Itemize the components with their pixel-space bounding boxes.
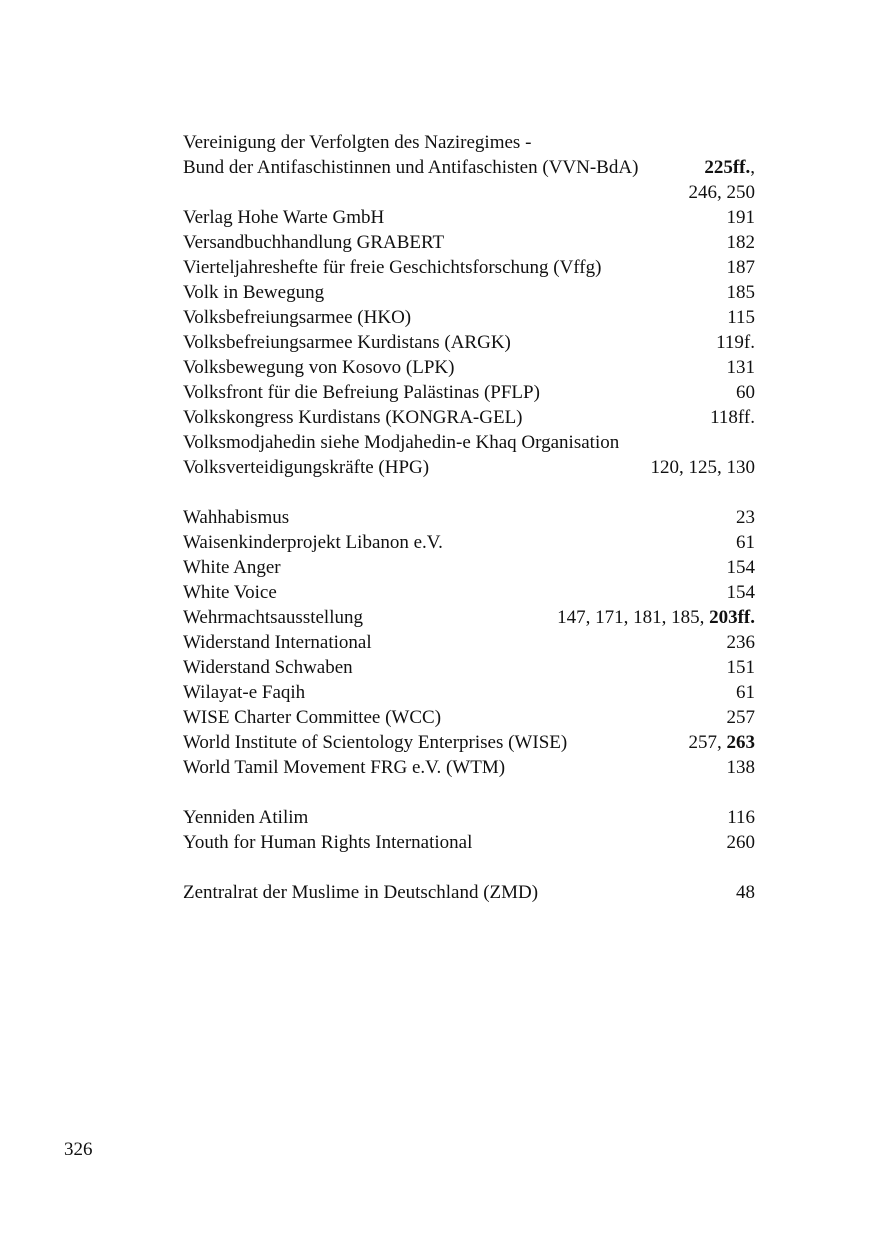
index-pages: [727, 755, 756, 780]
index-pages: [736, 880, 755, 905]
index-pages: [716, 330, 755, 355]
index-entry: [183, 430, 755, 455]
page-ref-main: 203ff.: [709, 607, 755, 628]
index-term: Widerstand International: [183, 632, 372, 653]
index-pages: [727, 355, 756, 380]
page-ref: 185: [726, 282, 755, 303]
index-pages: [727, 805, 755, 830]
index-pages: [557, 605, 755, 630]
index-entry: [183, 530, 755, 555]
page-ref: 182: [726, 232, 755, 253]
index-pages: [689, 730, 756, 755]
index-pages: [727, 655, 756, 680]
index-pages: [651, 455, 756, 480]
index-term: Versandbuchhandlung GRABERT: [183, 232, 445, 253]
index-entry: [183, 305, 755, 330]
index-pages: [727, 705, 756, 730]
index-entry: [183, 705, 755, 730]
index-entry: [183, 505, 755, 530]
page-ref: 48: [736, 882, 755, 903]
index-entry: [183, 205, 755, 230]
index-entry: [183, 630, 755, 655]
index-term: Wahhabismus: [183, 507, 290, 528]
page-ref: 131: [726, 357, 755, 378]
index-term: Zentralrat der Muslime in Deutschland (ZMD): [183, 882, 539, 903]
index-term: Volksfront für die Befreiung Palästinas (PFLP): [183, 382, 540, 403]
index-entry: [183, 130, 755, 205]
page-ref: 236: [726, 632, 755, 653]
index-term: White Anger: [183, 557, 281, 578]
index-term: White Voice: [183, 582, 277, 603]
index-term: Waisenkinderprojekt Libanon e.V.: [183, 532, 443, 553]
index-entry: [183, 880, 755, 905]
page-ref: 187: [726, 257, 755, 278]
index-term: Widerstand Schwaben: [183, 657, 353, 678]
index-term: Bund der Antifaschistinnen und Antifaschisten (VVN-BdA): [183, 157, 639, 178]
index-term: WISE Charter Committee (WCC): [183, 707, 442, 728]
index-pages: [727, 830, 756, 855]
page-ref: 116: [727, 807, 755, 828]
index-term: Volksmodjahedin siehe Modjahedin-e Khaq Organisation: [183, 432, 620, 453]
page-ref: 257,: [688, 732, 727, 753]
page-ref: 147, 171, 181, 185,: [557, 607, 710, 628]
index-term: Volksverteidigungskräfte (HPG): [183, 457, 430, 478]
index-entry: [183, 230, 755, 255]
page-ref: 23: [736, 507, 755, 528]
index-entry: [183, 255, 755, 280]
index-pages: [704, 155, 755, 180]
index-term: Yenniden Atilim: [183, 807, 309, 828]
page-ref: 260: [726, 832, 755, 853]
page-ref: 154: [726, 557, 755, 578]
page-ref: 257: [726, 707, 755, 728]
index-term: World Institute of Scientology Enterprises (WISE): [183, 732, 568, 753]
index-entry: [183, 680, 755, 705]
index-term-line: Vereinigung der Verfolgten des Naziregimes -: [183, 132, 532, 153]
index-pages: [736, 680, 755, 705]
index-term: Wilayat-e Faqih: [183, 682, 306, 703]
index-entry: [183, 655, 755, 680]
page-ref: 151: [726, 657, 755, 678]
index-group: [183, 130, 755, 480]
index-term: Verlag Hohe Warte GmbH: [183, 207, 385, 228]
index-pages: [727, 630, 756, 655]
index-list: [183, 130, 755, 930]
index-entry: [183, 330, 755, 355]
page-ref: ,: [750, 157, 755, 178]
index-pages: [727, 205, 756, 230]
index-entry: [183, 555, 755, 580]
index-pages: [727, 255, 756, 280]
index-pages: [727, 305, 755, 330]
index-term: Volksbewegung von Kosovo (LPK): [183, 357, 455, 378]
page-ref: 154: [726, 582, 755, 603]
index-entry: [183, 355, 755, 380]
index-pages: [736, 530, 755, 555]
index-pages-continued: 246, 250: [688, 182, 755, 203]
index-term: Volksbefreiungsarmee (HKO): [183, 307, 412, 328]
page-ref: 120, 125, 130: [650, 457, 755, 478]
index-entry: [183, 280, 755, 305]
page-ref-main: 263: [726, 732, 755, 753]
index-group: [183, 505, 755, 780]
page-ref: 61: [736, 532, 755, 553]
page-ref: 61: [736, 682, 755, 703]
index-term: Volksbefreiungsarmee Kurdistans (ARGK): [183, 332, 511, 353]
page-ref: 191: [726, 207, 755, 228]
index-entry: [183, 805, 755, 830]
page-ref: 118ff.: [710, 407, 755, 428]
index-group: [183, 805, 755, 855]
index-entry: [183, 830, 755, 855]
index-group: [183, 880, 755, 905]
index-pages: [736, 380, 755, 405]
index-pages: [710, 405, 755, 430]
index-entry: [183, 455, 755, 480]
index-term: Volk in Bewegung: [183, 282, 325, 303]
index-term: World Tamil Movement FRG e.V. (WTM): [183, 757, 506, 778]
index-term: Wehrmachtsausstellung: [183, 607, 363, 628]
index-entry: [183, 755, 755, 780]
page-ref: 138: [726, 757, 755, 778]
index-pages: [727, 230, 756, 255]
index-pages: [736, 505, 755, 530]
index-entry: [183, 380, 755, 405]
index-pages: [727, 280, 756, 305]
page-number: 326: [64, 1139, 93, 1160]
index-entry: [183, 605, 755, 630]
index-pages: [727, 555, 756, 580]
page-ref: 60: [736, 382, 755, 403]
index-entry: [183, 580, 755, 605]
index-entry: [183, 405, 755, 430]
index-term: Vierteljahreshefte für freie Geschichtsforschung (Vffg): [183, 257, 602, 278]
index-entry: [183, 730, 755, 755]
index-pages: [727, 580, 756, 605]
page-ref-main: 225ff.: [704, 157, 751, 178]
page-ref: 119f.: [716, 332, 755, 353]
index-term: Volkskongress Kurdistans (KONGRA-GEL): [183, 407, 523, 428]
page-ref: 115: [727, 307, 755, 328]
index-term: Youth for Human Rights International: [183, 832, 473, 853]
